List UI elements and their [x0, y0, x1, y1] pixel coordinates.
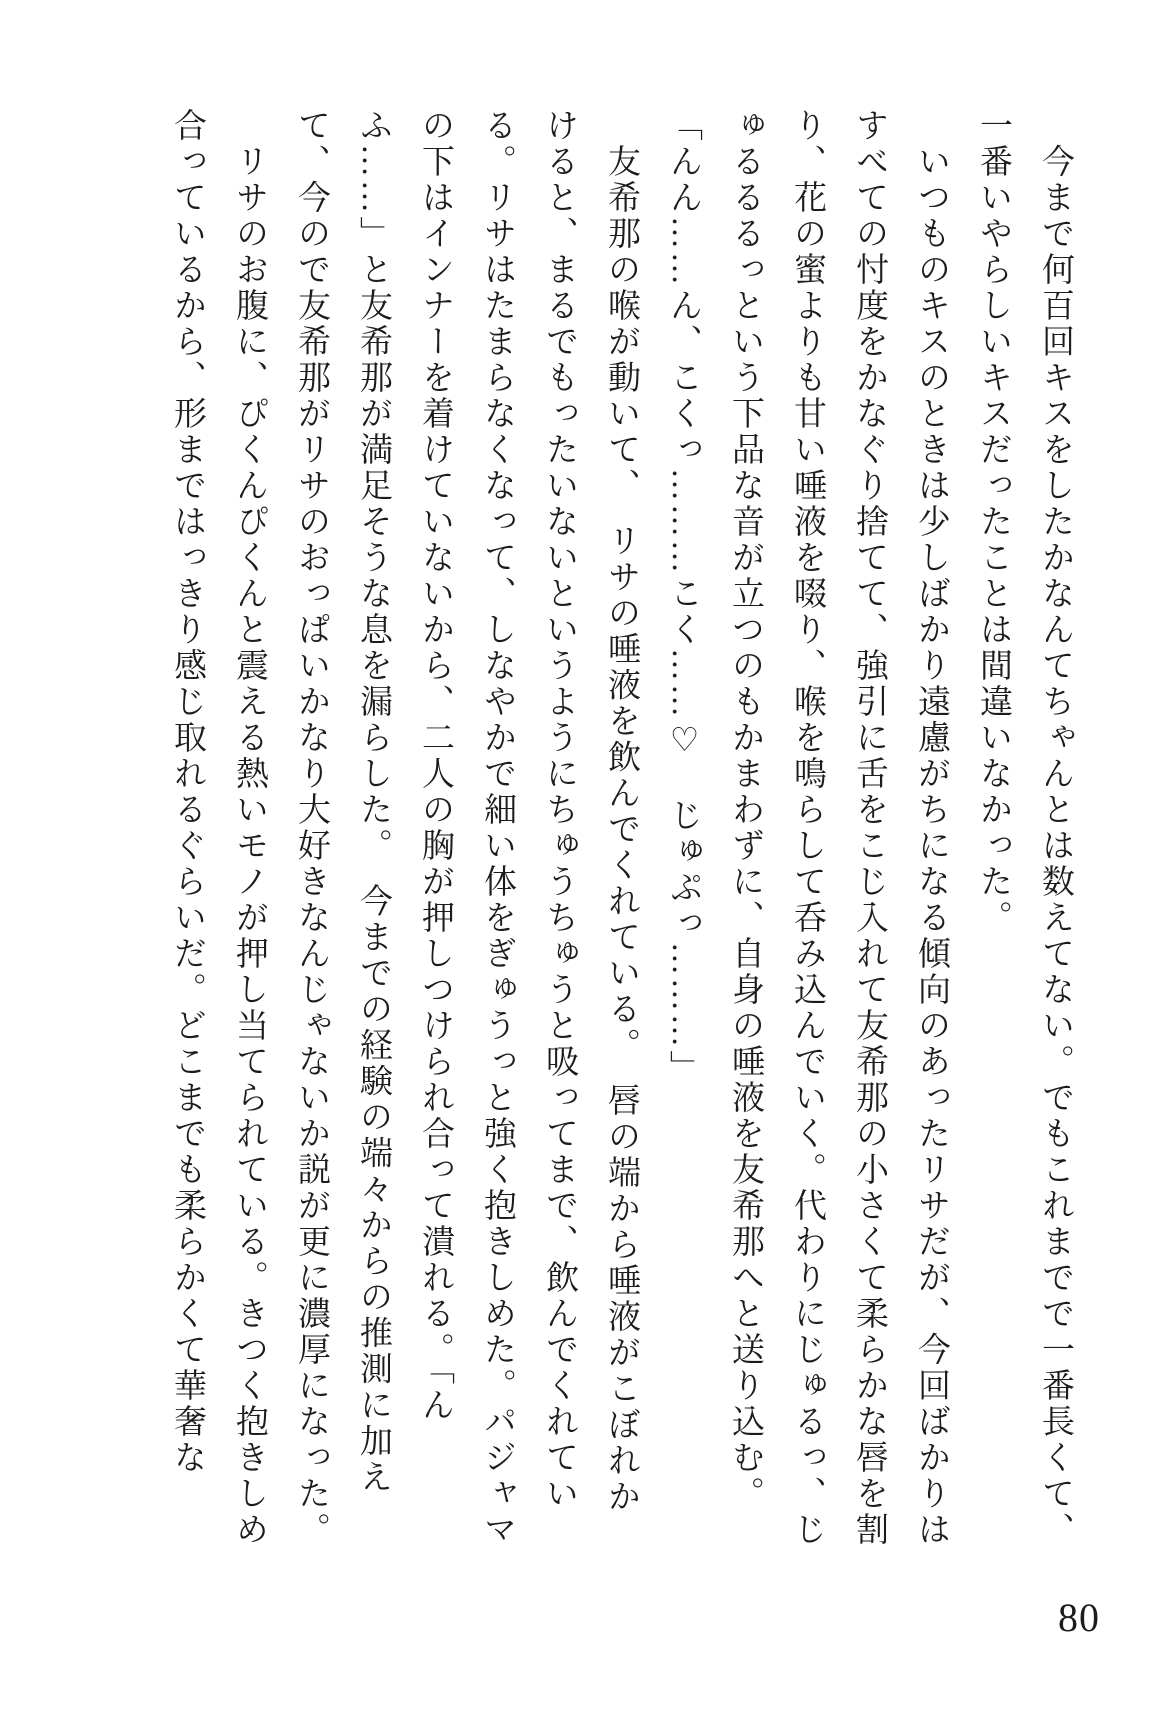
paragraph-5: リサのお腹に、ぴくんぴくんと震える熱いモノが押し当てられている。きつく抱きしめ合っているから、形まではっきり感じ取れるぐらいだ。どこまでも柔らかくて華奢な: [169, 108, 267, 1548]
vertical-text-block: [156, 108, 1086, 1550]
paragraph-3-dialogue: 「んん……ん、こくっ………こく……♡ じゅぷっ………」: [665, 108, 701, 1086]
paragraph-1: 今まで何百回キスをしたかなんてちゃんとは数えてない。でもこれまでで一番長くて、一番いやらしいキスだったことは間違いなかった。: [975, 108, 1073, 1548]
paragraph-2: いつものキスのときは少しばかり遠慮がちになる傾向のあったリサだが、今回ばかりはすべての忖度をかなぐり捨てて、強引に舌をこじ入れて友希那の小さくて柔らかな唇を割り、花の蜜よりも甘い唾液を啜り、喉を鳴らして呑み込んでいく。代わりにじゅるっ、じゅるるるっという下品な音が立つのもかまわずに、自身の唾液を友希那へと送り込む。: [727, 108, 949, 1548]
paragraph-4: 友希那の喉が動いて、 リサの唾液を飲んでくれている。 唇の端から唾液がこぼれかけると、まるでもったいないというようにちゅうちゅうと吸ってまで、飲んでくれている。リサはたまらなくなって、しなやかで細い体をぎゅうっと強く抱きしめた。パジャマの下はインナーを着けていないから、二人の胸が押しつけられ合って潰れる。「んふ……」と友希那が満足そうな息を漏らした。 今までの経験の端々からの推測に加えて、今ので友希那がリサのおっぱいかなり大好きなんじゃないか説が更に濃厚になった。: [293, 108, 639, 1548]
page-number: 80: [1058, 1595, 1100, 1640]
